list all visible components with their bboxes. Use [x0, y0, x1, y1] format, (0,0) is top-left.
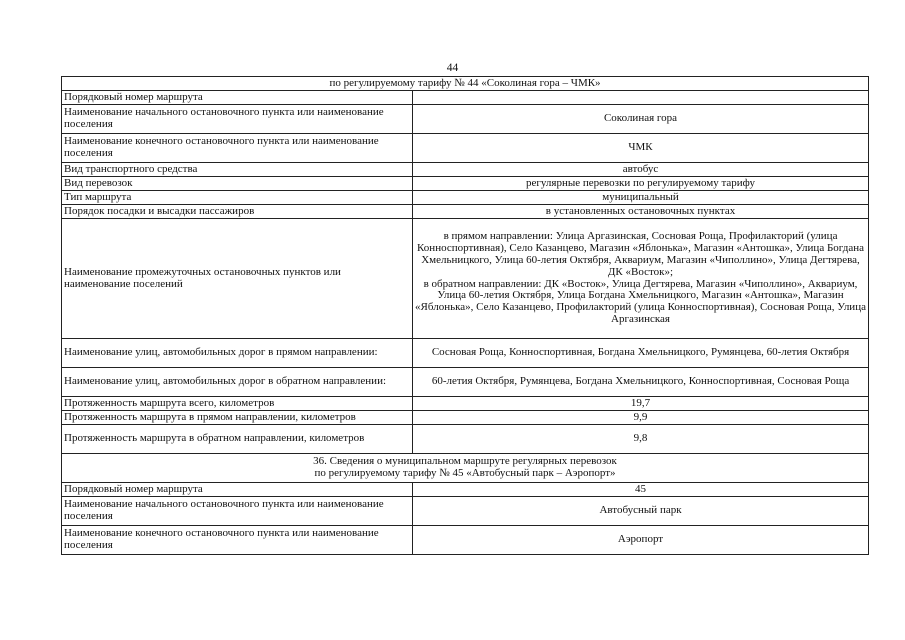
row-value: Аэропорт	[413, 526, 869, 555]
table-row	[62, 368, 869, 397]
table-row	[62, 134, 869, 163]
table-row	[62, 191, 869, 205]
table-row	[62, 205, 869, 219]
row-label: Порядок посадки и высадки пассажиров	[62, 205, 413, 219]
row-label: Протяженность маршрута в прямом направлении, километров	[62, 411, 413, 425]
row-value: Сосновая Роща, Конноспортивная, Богдана Хмельницкого, Румянцева, 60-летия Октября	[413, 339, 869, 368]
row-label: Протяженность маршрута в обратном направлении, километров	[62, 425, 413, 454]
row-label: Наименование промежуточных остановочных пунктов или наименование поселений	[62, 219, 413, 339]
row-label: Тип маршрута	[62, 191, 413, 205]
row-value: 45	[413, 483, 869, 497]
row-label: Порядковый номер маршрута	[62, 91, 413, 105]
table-row	[62, 163, 869, 177]
route45-header-line2: по регулируемому тарифу № 45 «Автобусный парк – Аэропорт»	[314, 467, 616, 479]
row-value	[413, 219, 869, 339]
row-label: Наименование начального остановочного пункта или наименование поселения	[62, 497, 413, 526]
row-value: 19,7	[413, 397, 869, 411]
row-label: Вид транспортного средства	[62, 163, 413, 177]
row-value: 9,9	[413, 411, 869, 425]
row-value: автобус	[413, 163, 869, 177]
reverse-stops: в обратном направлении: ДК «Восток», Улица Дегтярева, Магазин «Чиполлино», Аквариум, Улица 60-летия Октября, Улица Богдана Хмельницкого, Магазин «Антошка», Магазин «Яблонька», Село Казанцево, Профилакторий (улица Конноспортивная), Сосновая Роща, Улица Аргазинская	[415, 277, 866, 326]
table-row	[62, 339, 869, 368]
row-label: Протяженность маршрута всего, километров	[62, 397, 413, 411]
row-value: регулярные перевозки по регулируемому тарифу	[413, 177, 869, 191]
row-label: Наименование конечного остановочного пункта или наименование поселения	[62, 526, 413, 555]
row-value: Соколиная гора	[413, 105, 869, 134]
row-label: Наименование начального остановочного пункта или наименование поселения	[62, 105, 413, 134]
row-value: ЧМК	[413, 134, 869, 163]
forward-stops: в прямом направлении: Улица Аргазинская, Сосновая Роща, Профилакторий (улица Конноспортивная), Село Казанцево, Магазин «Яблонька», Магазин «Антошка», Улица Богдана Хмельницкого, Улица 60-летия Октября, Аквариум, Магазин «Чиполлино», Улица Дегтярева, ДК «Восток»;	[417, 229, 864, 278]
route45-header-line1: 36. Сведения о муниципальном маршруте регулярных перевозок	[313, 455, 617, 468]
table-row	[62, 497, 869, 526]
table-row	[62, 397, 869, 411]
route45-header-row	[62, 454, 869, 483]
table-row	[62, 425, 869, 454]
row-value: Автобусный парк	[413, 497, 869, 526]
table-row	[62, 219, 869, 339]
row-label: Наименование улиц, автомобильных дорог в обратном направлении:	[62, 368, 413, 397]
row-value: муниципальный	[413, 191, 869, 205]
row-label: Наименование конечного остановочного пункта или наименование поселения	[62, 134, 413, 163]
route-info-table	[61, 76, 869, 555]
table-row	[62, 91, 869, 105]
row-value	[413, 91, 869, 105]
row-label: Порядковый номер маршрута	[62, 483, 413, 497]
table-row	[62, 411, 869, 425]
row-label: Вид перевозок	[62, 177, 413, 191]
route44-header-row	[62, 77, 869, 91]
table-row	[62, 105, 869, 134]
row-value: 9,8	[413, 425, 869, 454]
row-value: в установленных остановочных пунктах	[413, 205, 869, 219]
row-value: 60-летия Октября, Румянцева, Богдана Хмельницкого, Конноспортивная, Сосновая Роща	[413, 368, 869, 397]
route45-header	[62, 454, 869, 483]
route44-header: по регулируемому тарифу № 44 «Соколиная гора – ЧМК»	[62, 77, 869, 91]
table-row	[62, 526, 869, 555]
row-label: Наименование улиц, автомобильных дорог в прямом направлении:	[62, 339, 413, 368]
table-row	[62, 483, 869, 497]
table-row	[62, 177, 869, 191]
page-number: 44	[446, 62, 459, 74]
